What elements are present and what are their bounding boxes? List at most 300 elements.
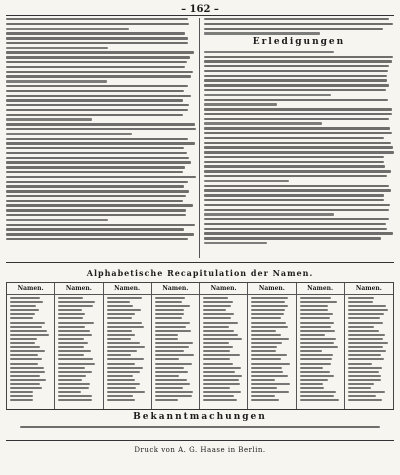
name-entry: [107, 338, 132, 340]
text-line: [6, 71, 193, 73]
name-entry: [300, 375, 335, 377]
name-entry: [251, 375, 288, 377]
text-line: [204, 75, 387, 77]
name-entry: [107, 358, 145, 360]
text-line: [204, 180, 289, 182]
name-entry: [58, 383, 90, 385]
name-entry: [10, 363, 38, 365]
text-line: [6, 95, 191, 97]
text-line: [204, 60, 392, 62]
text-line: [6, 66, 185, 68]
name-entry: [348, 354, 381, 356]
name-entry: [10, 326, 42, 328]
name-entry: [58, 305, 93, 307]
name-entry: [251, 309, 285, 311]
name-entry: [155, 342, 193, 344]
text-line: [6, 80, 107, 82]
text-line: [6, 109, 188, 111]
text-line: [204, 84, 389, 86]
table-top-rule: [6, 262, 394, 263]
names-column: [345, 283, 393, 409]
name-entry: [10, 379, 46, 381]
name-entry: [107, 342, 141, 344]
text-line: [204, 218, 389, 220]
text-line: [6, 209, 186, 211]
text-line: [204, 118, 389, 120]
name-entry: [107, 313, 135, 315]
text-line: [6, 133, 132, 135]
name-entry: [251, 326, 288, 328]
name-entry: [348, 322, 384, 324]
name-entry: [251, 383, 289, 385]
names-column: [200, 283, 248, 409]
name-entry: [155, 322, 190, 324]
name-entry: [251, 350, 276, 352]
text-line: [204, 18, 389, 20]
name-entry: [203, 346, 233, 348]
text-line: [6, 152, 187, 154]
text-line: [204, 170, 391, 172]
name-entry: [58, 301, 94, 303]
text-line: [6, 42, 188, 44]
text-line: [204, 165, 385, 167]
name-entry: [251, 322, 286, 324]
name-entry: [203, 383, 240, 385]
name-entry: [348, 309, 388, 311]
name-entry: [58, 330, 89, 332]
name-entry: [58, 297, 83, 299]
text-line: [6, 190, 189, 192]
text-line: [204, 223, 386, 225]
name-entry: [203, 342, 229, 344]
text-line: [204, 237, 381, 239]
name-entry: [348, 367, 382, 369]
name-entry: [203, 358, 230, 360]
name-entry: [10, 387, 42, 389]
name-entry: [10, 313, 35, 315]
text-line: [6, 56, 190, 58]
name-entry: [348, 399, 382, 401]
text-line: [6, 32, 185, 34]
text-line: [6, 185, 184, 187]
name-entry: [251, 379, 275, 381]
bekanntmachungen-text: [20, 426, 380, 428]
text-line: [6, 181, 188, 183]
name-entry: [107, 395, 134, 397]
name-entry: [10, 358, 42, 360]
name-entry: [300, 305, 328, 307]
name-entry: [203, 375, 242, 377]
text-line: [204, 56, 393, 58]
text-line: [204, 89, 386, 91]
name-entry: [10, 322, 45, 324]
name-entry: [251, 305, 287, 307]
name-entry: [203, 387, 230, 389]
text-line: [204, 194, 384, 196]
names-table: [6, 282, 394, 410]
name-entry: [348, 326, 374, 328]
name-entry: [10, 317, 33, 319]
name-entry: [155, 375, 179, 377]
name-entry: [251, 301, 285, 303]
name-entry: [203, 305, 231, 307]
name-entry: [348, 346, 383, 348]
text-line: [6, 228, 184, 230]
name-entry: [203, 367, 241, 369]
text-line: [204, 132, 392, 134]
text-line: [204, 156, 384, 158]
section-bekanntmachungen-title: Bekanntmachungen: [133, 412, 267, 422]
text-line: [6, 238, 188, 240]
name-entry: [348, 379, 381, 381]
names-column: [248, 283, 296, 409]
name-entry: [155, 399, 178, 401]
name-entry: [10, 309, 39, 311]
text-line: [6, 47, 108, 49]
name-entry: [300, 346, 339, 348]
name-entry: [107, 387, 136, 389]
name-entry: [155, 395, 192, 397]
text-line: [204, 23, 393, 25]
name-entry: [300, 334, 325, 336]
name-entry: [251, 346, 277, 348]
name-entry: [300, 317, 331, 319]
name-entry: [203, 322, 238, 324]
text-line: [6, 200, 183, 202]
text-line: [6, 214, 186, 216]
name-entry: [155, 350, 184, 352]
text-line: [204, 199, 384, 201]
text-line: [6, 224, 195, 226]
text-line: [6, 18, 188, 20]
name-entry: [203, 338, 242, 340]
name-entry: [155, 301, 182, 303]
name-entry: [107, 379, 135, 381]
text-line: [204, 213, 334, 215]
name-entry: [107, 363, 136, 365]
name-entry: [251, 367, 282, 369]
name-entry: [155, 363, 193, 365]
names-column: [297, 283, 345, 409]
name-entry: [203, 330, 234, 332]
text-line: [6, 142, 195, 144]
name-entry: [58, 399, 92, 401]
name-entry: [348, 350, 386, 352]
name-entry: [10, 395, 33, 397]
name-entry: [10, 367, 44, 369]
name-entry: [300, 367, 324, 369]
name-entry: [155, 354, 194, 356]
name-entry: [58, 395, 91, 397]
name-entry: [10, 399, 33, 401]
name-entry: [348, 383, 374, 385]
header-rule: [6, 15, 394, 16]
name-entry: [107, 371, 141, 373]
name-entry: [300, 379, 328, 381]
text-line: [204, 108, 392, 110]
name-entry: [348, 375, 382, 377]
name-entry: [203, 326, 229, 328]
text-line: [6, 75, 191, 77]
name-entry: [348, 330, 379, 332]
text-line: [6, 171, 183, 173]
text-line: [204, 161, 384, 163]
name-entry: [10, 346, 40, 348]
name-entry: [155, 338, 179, 340]
name-entry: [251, 358, 281, 360]
name-entry: [58, 338, 84, 340]
name-entry: [300, 395, 334, 397]
column-divider: [199, 18, 200, 258]
name-entry: [10, 375, 40, 377]
name-entry: [107, 317, 133, 319]
name-entry: [300, 383, 324, 385]
name-entry: [203, 334, 238, 336]
name-entry: [251, 330, 276, 332]
text-line: [6, 204, 193, 206]
name-entry: [10, 391, 33, 393]
name-entry: [348, 317, 381, 319]
name-entry: [300, 391, 337, 393]
name-entry: [58, 371, 92, 373]
name-entry: [155, 305, 191, 307]
name-entry: [58, 342, 88, 344]
text-line: [6, 123, 195, 125]
name-entry: [155, 317, 182, 319]
text-line: [6, 28, 129, 30]
name-entry: [107, 322, 142, 324]
name-entry: [107, 375, 133, 377]
name-entry: [251, 313, 283, 315]
name-entry: [203, 350, 230, 352]
text-line: [204, 79, 387, 81]
name-entry: [251, 334, 281, 336]
name-entry: [10, 334, 49, 336]
name-entry: [10, 297, 40, 299]
name-entry: [107, 350, 138, 352]
text-line: [204, 28, 383, 30]
name-entry: [155, 391, 193, 393]
name-entry: [251, 317, 280, 319]
name-entry: [300, 297, 331, 299]
names-column-header: Namen.: [104, 285, 151, 295]
name-entry: [155, 334, 179, 336]
name-entry: [251, 395, 275, 397]
text-line: [6, 37, 188, 39]
name-entry: [203, 399, 237, 401]
name-entry: [348, 363, 372, 365]
text-line: [204, 228, 387, 230]
left-column-notices: [6, 18, 196, 240]
name-entry: [348, 358, 384, 360]
text-line: [204, 175, 387, 177]
bek-top-rule: [6, 409, 394, 410]
name-entry: [251, 342, 281, 344]
name-entry: [348, 334, 385, 336]
name-entry: [10, 371, 45, 373]
right-column: [204, 18, 394, 244]
text-line: [6, 157, 189, 159]
name-entry: [300, 322, 335, 324]
name-entry: [251, 391, 288, 393]
text-line: [204, 103, 277, 105]
text-line: [204, 137, 384, 139]
name-entry: [348, 338, 384, 340]
name-entry: [155, 309, 184, 311]
name-entry: [300, 363, 331, 365]
names-column-header: Namen.: [152, 285, 199, 295]
name-entry: [155, 326, 187, 328]
name-entry: [10, 330, 47, 332]
text-line: [6, 104, 189, 106]
text-line: [204, 189, 391, 191]
name-entry: [300, 342, 335, 344]
name-entry: [348, 371, 379, 373]
names-column: [7, 283, 55, 409]
name-entry: [155, 371, 188, 373]
names-table-title: Alphabetische Recapitulation der Namen.: [86, 268, 314, 278]
section-erledigungen-title: Erledigungen: [252, 36, 346, 47]
names-column-header: Namen.: [200, 285, 247, 295]
name-entry: [203, 391, 241, 393]
name-entry: [251, 363, 290, 365]
name-entry: [58, 346, 84, 348]
name-entry: [10, 342, 35, 344]
name-entry: [300, 387, 324, 389]
text-line: [204, 242, 267, 244]
name-entry: [155, 346, 189, 348]
name-entry: [107, 383, 140, 385]
text-line: [204, 122, 322, 124]
name-entry: [348, 301, 373, 303]
text-line: [204, 232, 393, 234]
name-entry: [10, 383, 40, 385]
text-line: [6, 85, 188, 87]
text-line: [204, 70, 388, 72]
name-entry: [107, 297, 143, 299]
name-entry: [300, 330, 336, 332]
name-entry: [107, 326, 144, 328]
name-entry: [10, 301, 43, 303]
name-entry: [155, 367, 184, 369]
text-line: [6, 90, 184, 92]
text-line: [204, 99, 388, 101]
name-entry: [58, 391, 81, 393]
text-line: [6, 51, 194, 53]
text-line: [6, 118, 92, 120]
name-entry: [251, 354, 287, 356]
text-line: [6, 195, 186, 197]
name-entry: [300, 350, 323, 352]
names-column-header: Namen.: [7, 285, 54, 295]
name-entry: [203, 301, 233, 303]
printer-imprint: Druck von A. G. Haase in Berlin.: [134, 446, 266, 454]
names-column: [104, 283, 152, 409]
text-line: [6, 166, 185, 168]
names-column-header: Namen.: [297, 285, 344, 295]
name-entry: [58, 350, 91, 352]
name-entry: [348, 297, 374, 299]
name-entry: [348, 395, 376, 397]
name-entry: [155, 383, 190, 385]
names-column: [55, 283, 103, 409]
name-entry: [300, 301, 337, 303]
name-entry: [58, 358, 93, 360]
text-line: [204, 113, 392, 115]
name-entry: [107, 305, 134, 307]
name-entry: [300, 358, 333, 360]
text-line: [6, 176, 196, 178]
name-entry: [107, 330, 133, 332]
text-line: [204, 151, 394, 153]
page-number: – 162 –: [181, 4, 219, 15]
name-entry: [58, 313, 85, 315]
name-entry: [107, 367, 143, 369]
name-entry: [300, 338, 336, 340]
name-entry: [203, 363, 233, 365]
name-entry: [58, 334, 92, 336]
name-entry: [155, 379, 187, 381]
text-line: [6, 99, 183, 101]
text-line: [204, 185, 389, 187]
name-entry: [203, 309, 226, 311]
name-entry: [300, 399, 339, 401]
name-entry: [155, 358, 179, 360]
name-entry: [155, 330, 191, 332]
name-entry: [348, 342, 388, 344]
text-line: [204, 94, 331, 96]
name-entry: [251, 399, 279, 401]
name-entry: [58, 317, 82, 319]
name-entry: [348, 313, 384, 315]
text-line: [6, 233, 194, 235]
name-entry: [58, 367, 85, 369]
text-line: [6, 23, 189, 25]
name-entry: [348, 391, 385, 393]
name-entry: [107, 399, 135, 401]
name-entry: [203, 317, 231, 319]
name-entry: [348, 387, 371, 389]
name-entry: [58, 309, 82, 311]
name-entry: [107, 354, 131, 356]
name-entry: [300, 326, 331, 328]
name-entry: [300, 313, 334, 315]
name-entry: [300, 371, 331, 373]
names-column-header: Namen.: [345, 285, 393, 295]
name-entry: [58, 375, 86, 377]
name-entry: [155, 313, 184, 315]
footer-rule: [6, 440, 394, 441]
name-entry: [203, 395, 234, 397]
text-line: [6, 128, 196, 130]
name-entry: [10, 305, 36, 307]
name-entry: [107, 346, 145, 348]
text-line: [6, 161, 191, 163]
name-entry: [203, 354, 240, 356]
text-line: [6, 147, 184, 149]
name-entry: [107, 391, 146, 393]
name-entry: [203, 371, 235, 373]
text-line: [204, 146, 393, 148]
name-entry: [58, 379, 82, 381]
name-entry: [348, 305, 386, 307]
name-entry: [10, 350, 45, 352]
text-line: [6, 114, 183, 116]
name-entry: [107, 334, 136, 336]
text-line: [6, 219, 108, 221]
text-line: [204, 65, 389, 67]
names-column: [152, 283, 200, 409]
